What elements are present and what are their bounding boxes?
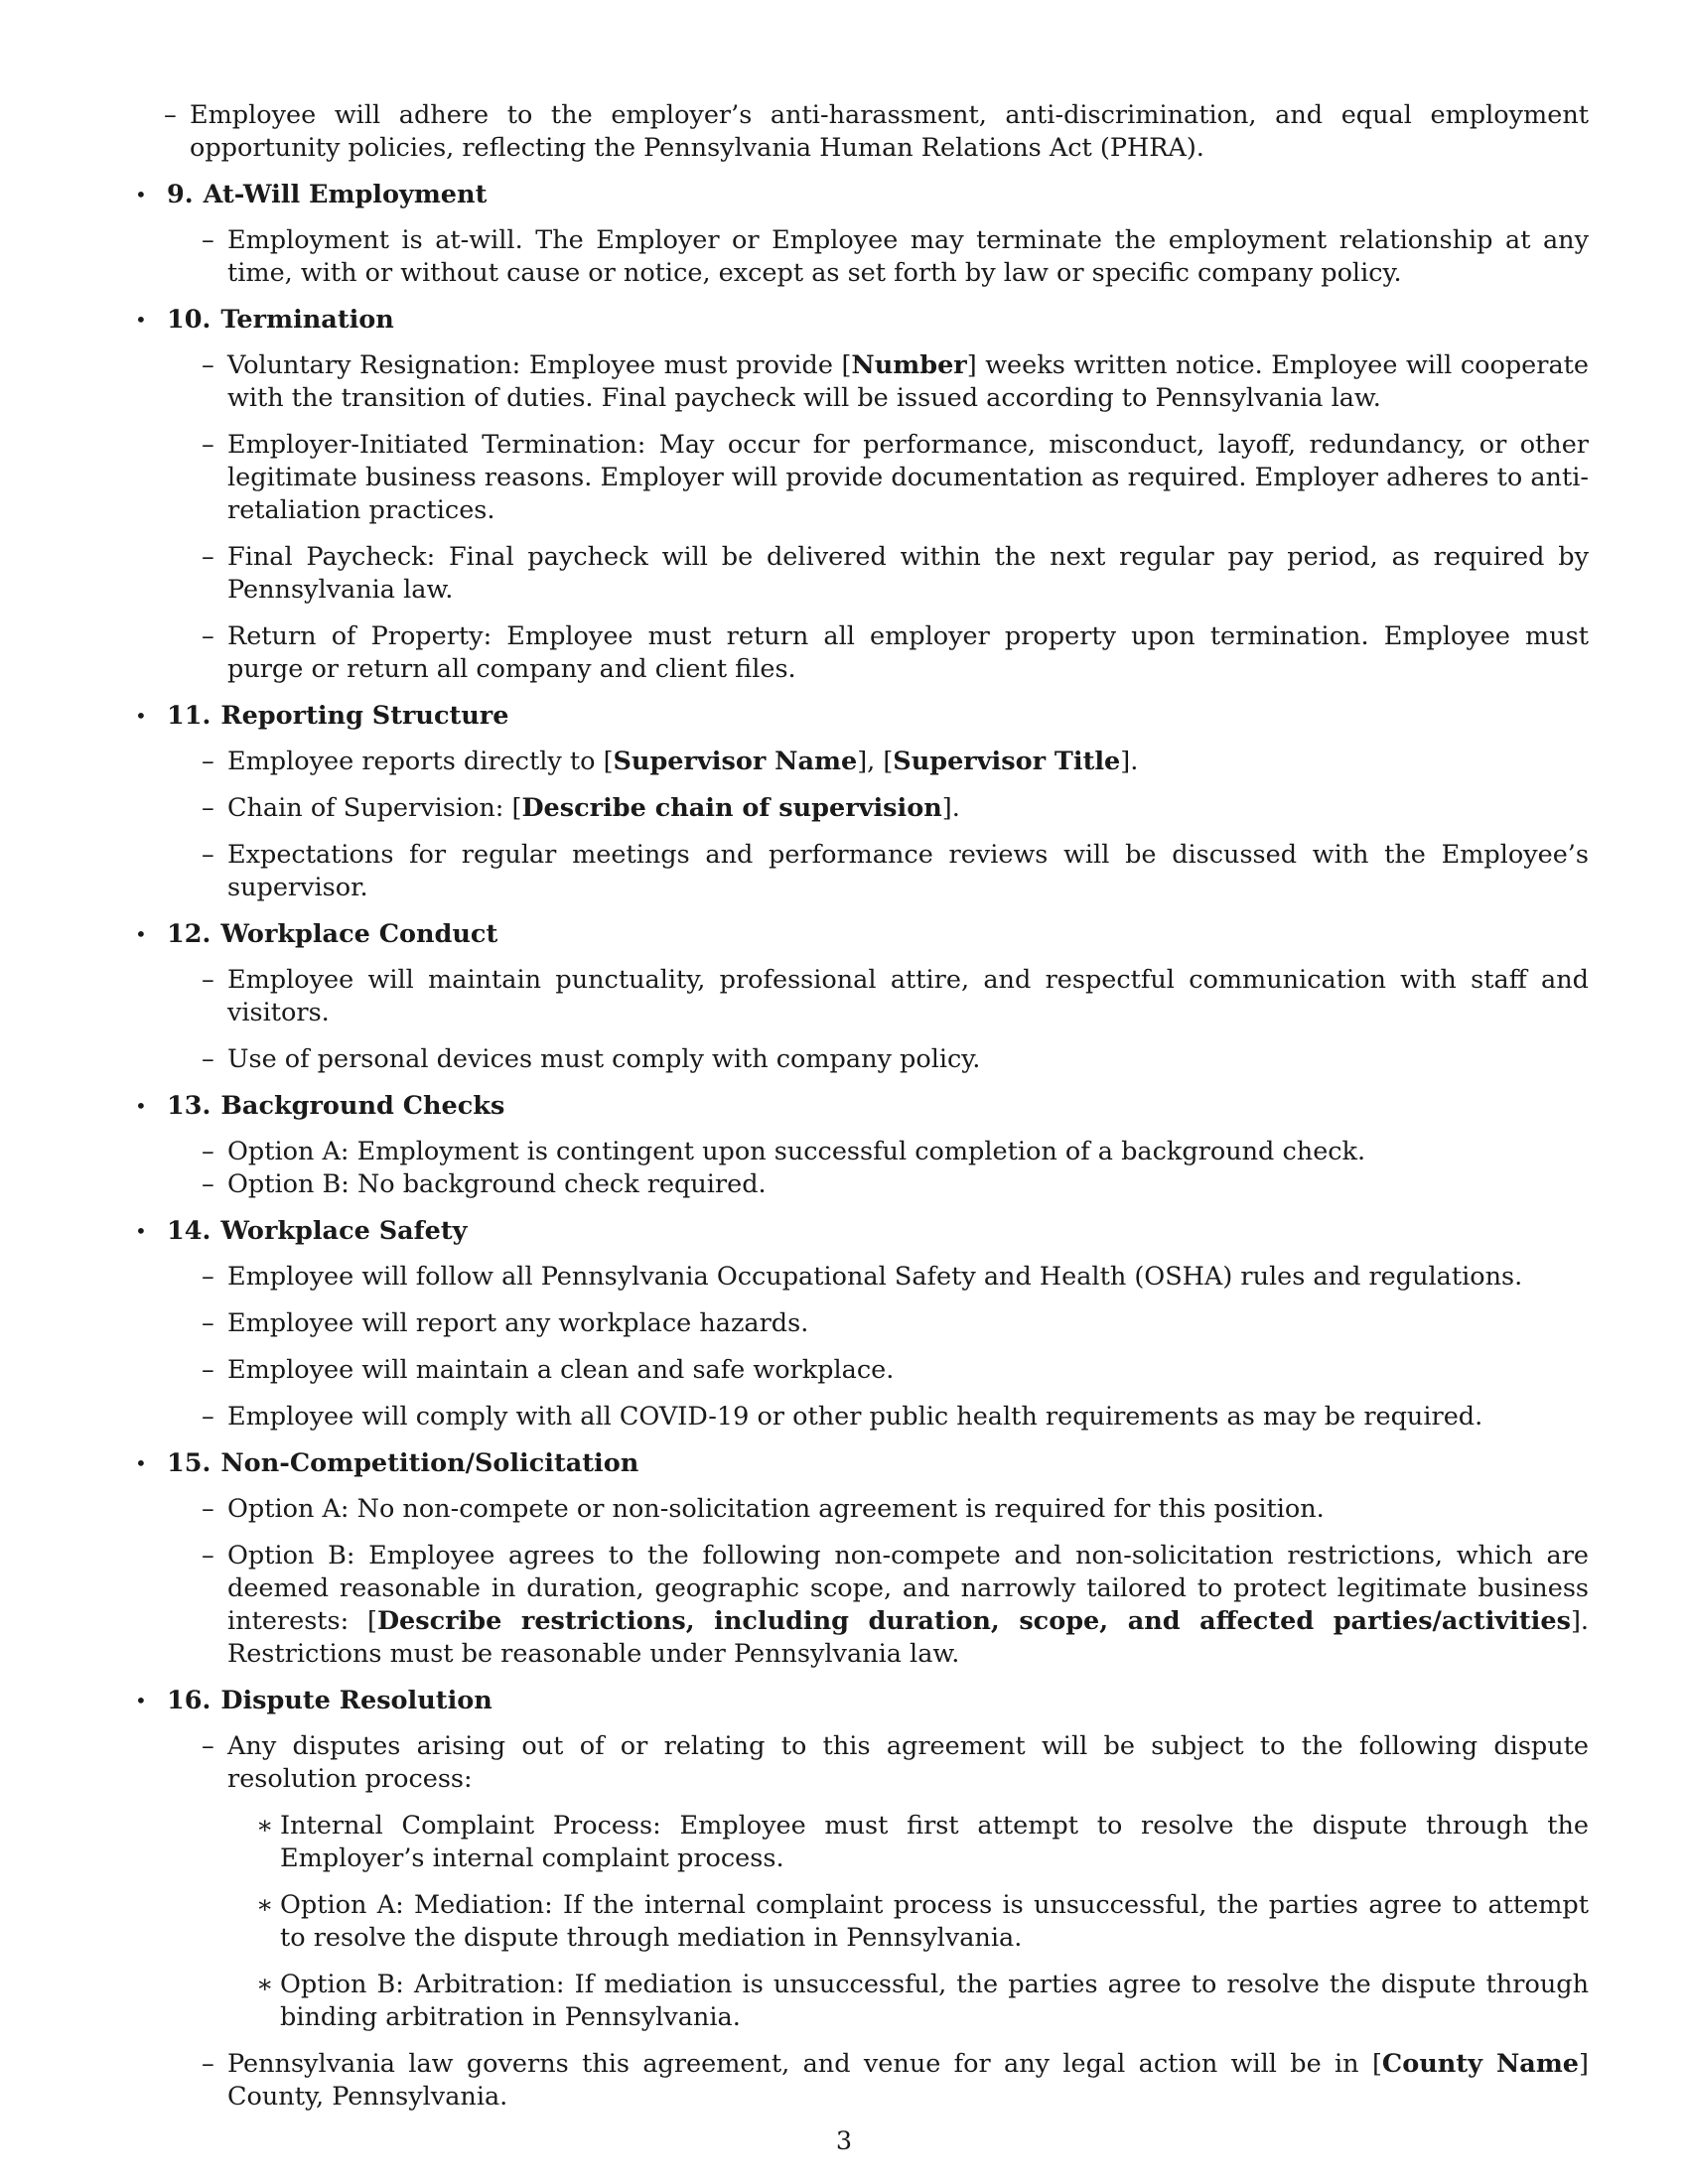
dash-marker: – <box>202 747 214 776</box>
section-termination <box>129 304 1589 686</box>
dash-marker: – <box>202 1169 214 1199</box>
item-text: Final Paycheck: Final paycheck will be delivered within the next regular pay period, as required by Pennsylvania law. <box>227 542 1589 605</box>
dash-marker: – <box>202 793 214 823</box>
list-item <box>167 1401 1589 1433</box>
placeholder-supervisor-title: Supervisor Title <box>893 747 1121 776</box>
item-text: Chain of Supervision: [ <box>227 793 522 823</box>
item-text: Option A: No non-compete or non-solicitation agreement is required for this position. <box>227 1494 1325 1524</box>
list-item <box>167 1493 1589 1526</box>
item-text: Employee will report any workplace hazards. <box>227 1308 809 1338</box>
item-text: Option A: Mediation: If the internal complaint process is unsuccessful, the parties agree to attempt to resolve the dispute through mediation in Pennsylvania. <box>280 1890 1589 1953</box>
dash-marker: – <box>202 1137 214 1166</box>
sub-list-item <box>167 1889 1589 1955</box>
section-heading <box>167 179 1589 211</box>
dash-marker: – <box>202 1402 214 1432</box>
section-title: Dispute Resolution <box>220 1686 492 1715</box>
dash-marker: – <box>202 1494 214 1524</box>
placeholder-county-name: County Name <box>1381 2049 1580 2079</box>
section-heading <box>167 1215 1589 1248</box>
sub-list-item <box>167 1969 1589 2034</box>
item-text: Employee will maintain a clean and safe workplace. <box>227 1355 895 1385</box>
list-item <box>167 1307 1589 1340</box>
dash-marker: – <box>202 542 214 572</box>
star-marker: ∗ <box>256 1811 274 1841</box>
list-item <box>167 1540 1589 1671</box>
section-workplace-safety <box>129 1215 1589 1433</box>
bullet-marker: • <box>135 183 147 206</box>
dash-marker: – <box>202 225 214 255</box>
section-title: Background Checks <box>220 1091 505 1121</box>
section-number: 13. <box>167 1091 211 1121</box>
placeholder-supervisor-name: Supervisor Name <box>613 747 858 776</box>
item-text: ] County, Pennsylvania. <box>227 2049 1589 2112</box>
item-text: Any disputes arising out of or relating to this agreement will be subject to the following dispute resolution process: <box>227 1731 1589 1794</box>
section-title: Reporting Structure <box>220 701 509 731</box>
list-item <box>167 541 1589 607</box>
list-item <box>167 746 1589 778</box>
bullet-marker: • <box>135 1094 147 1118</box>
list-item <box>129 99 1589 165</box>
section-number: 16. <box>167 1686 211 1715</box>
item-text: Internal Complaint Process: Employee must first attempt to resolve the dispute through the Employer’s internal complaint process. <box>280 1811 1589 1873</box>
section-background-checks <box>129 1090 1589 1201</box>
list-item <box>167 792 1589 825</box>
dash-marker: – <box>164 100 177 130</box>
dash-marker: – <box>202 350 214 380</box>
list-item <box>167 224 1589 290</box>
section-title: Non-Competition/Solicitation <box>220 1448 639 1478</box>
dash-marker: – <box>202 1044 214 1074</box>
item-text: Option B: No background check required. <box>227 1169 767 1199</box>
item-text: ]. Restrictions must be reasonable under Pennsylvania law. <box>227 1606 1589 1669</box>
section-heading <box>167 1685 1589 1717</box>
section-number: 15. <box>167 1448 211 1478</box>
dash-marker: – <box>202 840 214 870</box>
section-number: 10. <box>167 305 211 335</box>
item-text: Employee will follow all Pennsylvania Occupational Safety and Health (OSHA) rules and regulations. <box>227 1262 1523 1292</box>
bullet-marker: • <box>135 1689 147 1712</box>
section-workplace-conduct <box>129 918 1589 1076</box>
dash-marker: – <box>202 1308 214 1338</box>
dash-marker: – <box>202 1355 214 1385</box>
item-text: Option B: Arbitration: If mediation is unsuccessful, the parties agree to resolve the dispute through binding arbitration in Pennsylvania. <box>280 1970 1589 2032</box>
list-item <box>167 839 1589 904</box>
section-number: 9. <box>167 180 194 209</box>
list-item <box>167 349 1589 415</box>
section-heading <box>167 304 1589 337</box>
section-reporting-structure <box>129 700 1589 904</box>
item-text: Employee reports directly to [ <box>227 747 614 776</box>
item-text: Option A: Employment is contingent upon successful completion of a background check. <box>227 1137 1366 1166</box>
list-item <box>167 2048 1589 2114</box>
star-marker: ∗ <box>256 1890 274 1920</box>
section-number: 14. <box>167 1216 211 1246</box>
item-text: Option B: Employee agrees to the following non-compete and non-solicitation restrictions, which are deemed reasonable in duration, geographic scope, and narrowly tailored to protect legitimate business interests: [ <box>227 1541 1589 1636</box>
list-item <box>167 620 1589 686</box>
section-title: At-Will Employment <box>203 180 488 209</box>
item-text: Return of Property: Employee must return all employer property upon termination. Employee must purge or return all company and client files. <box>227 621 1589 684</box>
item-text: Employer-Initiated Termination: May occur for performance, misconduct, layoff, redundancy, or other legitimate business reasons. Employer will provide documentation as required. Employer adheres to anti-retaliation practices. <box>227 430 1589 525</box>
section-heading <box>167 1447 1589 1480</box>
section-title: Termination <box>220 305 394 335</box>
bullet-marker: • <box>135 308 147 332</box>
bullet-marker: • <box>135 1219 147 1243</box>
placeholder-number: Number <box>851 350 967 380</box>
section-title: Workplace Safety <box>220 1216 468 1246</box>
section-non-competition <box>129 1447 1589 1671</box>
sub-list-item <box>167 1810 1589 1875</box>
star-marker: ∗ <box>256 1970 274 1999</box>
section-number: 11. <box>167 701 211 731</box>
list-item <box>167 1730 1589 1796</box>
placeholder-chain-of-supervision: Describe chain of supervision <box>521 793 942 823</box>
section-at-will-employment <box>129 179 1589 290</box>
item-text: ]. <box>941 793 960 823</box>
section-heading <box>167 918 1589 951</box>
bullet-marker: • <box>135 704 147 728</box>
section-title: Workplace Conduct <box>220 919 498 949</box>
item-text: Employee will comply with all COVID-19 or other public health requirements as may be required. <box>227 1402 1483 1432</box>
dash-marker: – <box>202 2049 214 2079</box>
section-dispute-resolution <box>129 1685 1589 2114</box>
item-text: ] weeks written notice. Employee will cooperate with the transition of duties. Final paycheck will be issued according to Pennsylvania law. <box>227 350 1589 413</box>
dash-marker: – <box>202 1731 214 1761</box>
list-item <box>167 1261 1589 1294</box>
list-item <box>167 1168 1589 1201</box>
item-text: Employee will maintain punctuality, professional attire, and respectful communication with staff and visitors. <box>227 965 1589 1027</box>
dash-marker: – <box>202 1541 214 1570</box>
item-text: Employee will adhere to the employer’s anti-harassment, anti-discrimination, and equal employment opportunity policies, reflecting the Pennsylvania Human Relations Act (PHRA). <box>190 100 1589 163</box>
item-text: Pennsylvania law governs this agreement, and venue for any legal action will be in [ <box>227 2049 1382 2079</box>
bullet-marker: • <box>135 922 147 946</box>
bullet-marker: • <box>135 1451 147 1475</box>
list-item <box>167 964 1589 1029</box>
item-text: ]. <box>1120 747 1139 776</box>
item-text: Voluntary Resignation: Employee must provide [ <box>227 350 852 380</box>
dash-marker: – <box>202 430 214 460</box>
list-item <box>167 1043 1589 1076</box>
section-heading <box>167 700 1589 733</box>
document-page <box>129 99 1589 2127</box>
item-text: Expectations for regular meetings and performance reviews will be discussed with the Employee’s supervisor. <box>227 840 1589 902</box>
dash-marker: – <box>202 1262 214 1292</box>
placeholder-restrictions: Describe restrictions, including duration, scope, and affected parties/activities <box>376 1606 1571 1636</box>
list-item <box>167 429 1589 527</box>
page-number: 3 <box>835 2126 853 2156</box>
item-text: Use of personal devices must comply with company policy. <box>227 1044 981 1074</box>
item-text: Employment is at-will. The Employer or Employee may terminate the employment relationship at any time, with or without cause or notice, except as set forth by law or specific company policy. <box>227 225 1589 288</box>
list-item <box>167 1354 1589 1387</box>
section-number: 12. <box>167 919 211 949</box>
section-heading <box>167 1090 1589 1123</box>
dash-marker: – <box>202 965 214 995</box>
list-item <box>167 1136 1589 1168</box>
dash-marker: – <box>202 621 214 651</box>
item-text: ], [ <box>857 747 894 776</box>
